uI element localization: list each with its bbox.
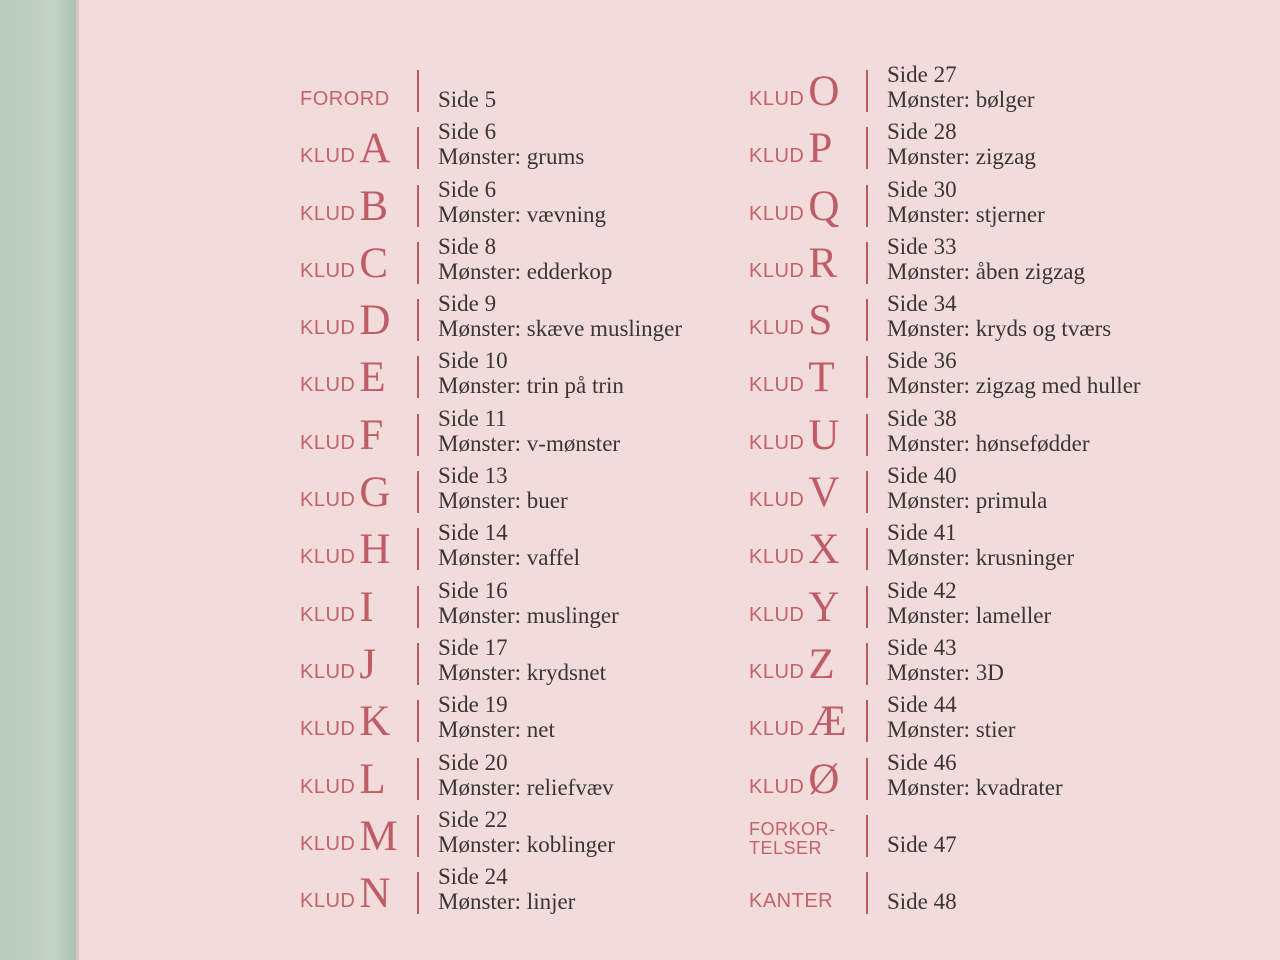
entry-label [300,635,416,692]
entry-letter: Z [808,640,835,688]
entry-page-number: Side 40 [887,463,957,489]
entry-page-number: Side 48 [887,889,957,915]
entry-info [887,520,1074,570]
entry-page-number: Side 47 [887,831,957,857]
entry-pattern: Mønster: krusninger [887,545,1075,571]
entry-page-number: Side 24 [438,864,508,890]
entry-pattern: Mønster: zigzag med huller [887,373,1141,399]
entry-page-number: Side 17 [438,634,508,660]
entry-prefix: FORKOR- TELSER [749,818,836,858]
entry-divider [866,528,868,570]
entry-pattern: Mønster: 3D [887,659,1004,685]
entry-page-number: Side 30 [887,176,957,202]
entry-letter: V [808,469,840,517]
entry-label [300,177,416,234]
entry-label [300,750,416,807]
entry-pattern: Mønster: muslinger [438,602,619,628]
entry-prefix: KLUD [749,145,805,168]
toc-entry [749,348,1209,405]
entry-label [749,348,865,405]
entry-prefix: KLUD [749,718,805,741]
entry-label [749,406,865,463]
entry-prefix: KLUD [300,317,356,340]
entry-divider [417,299,419,341]
entry-letter: Æ [808,698,847,746]
toc-entry [300,864,760,921]
entry-prefix: KLUD [749,88,805,110]
entry-info [438,750,614,800]
entry-page-number: Side 43 [887,634,957,660]
entry-pattern: Mønster: reliefvæv [438,774,614,800]
entry-letter: U [808,411,840,459]
entry-letter: T [808,354,835,402]
entry-page-number: Side 22 [438,806,508,832]
entry-info [438,406,620,456]
entry-prefix: FORORD [300,88,390,110]
entry-label [300,406,416,463]
entry-page-number: Side 8 [438,233,497,259]
toc-entry [300,62,760,119]
entry-divider [866,414,868,456]
entry-divider [417,127,419,169]
entry-label [300,119,416,176]
entry-page-number: Side 46 [887,749,957,775]
entry-letter: G [359,469,391,517]
entry-letter: A [359,125,391,173]
toc-entry [749,234,1209,291]
entry-info [887,807,957,857]
entry-pattern: Mønster: v-mønster [438,430,621,456]
entry-info [887,62,1035,112]
entry-label [749,520,865,577]
entry-info [438,62,496,112]
toc-entry [300,291,760,348]
entry-page-number: Side 14 [438,520,508,546]
entry-info [887,348,1141,398]
entry-pattern: Mønster: kryds og tværs [887,316,1112,342]
entry-prefix: KLUD [300,259,356,282]
toc-entry [749,463,1209,520]
toc-column-left [300,62,760,921]
entry-pattern: Mønster: bølger [887,87,1035,112]
entry-page-number: Side 13 [438,463,508,489]
entry-info [887,119,1036,169]
entry-divider [417,700,419,742]
entry-page-number: Side 6 [438,176,497,202]
entry-pattern: Mønster: linjer [438,889,576,915]
entry-prefix: KLUD [300,718,356,741]
entry-divider [417,528,419,570]
entry-divider [866,471,868,513]
toc-entry [300,463,760,520]
entry-label [749,291,865,348]
entry-label [300,348,416,405]
entry-prefix: KLUD [300,603,356,626]
entry-letter: E [359,354,386,402]
entry-info [438,520,580,570]
entry-pattern: Mønster: åben zigzag [887,258,1085,284]
toc-entry [300,750,760,807]
toc-entry [300,635,760,692]
toc-entry [749,864,1209,921]
entry-page-number: Side 28 [887,119,957,145]
toc-entry [749,578,1209,635]
entry-divider [866,242,868,284]
entry-letter: P [808,125,833,173]
page-edge-strip [0,0,78,960]
entry-prefix: KLUD [749,259,805,282]
entry-info [438,177,606,227]
entry-pattern: Mønster: stier [887,717,1016,743]
entry-letter: Y [808,583,840,631]
toc-entry [749,291,1209,348]
entry-info [438,463,568,513]
entry-label [300,864,416,921]
entry-divider [417,242,419,284]
entry-label [749,864,865,921]
entry-info [887,406,1090,456]
entry-page-number: Side 42 [887,577,957,603]
entry-pattern: Mønster: primula [887,488,1048,514]
entry-info [438,348,624,398]
entry-info [438,635,606,685]
entry-label [300,291,416,348]
entry-page-number: Side 38 [887,405,957,431]
entry-divider [866,643,868,685]
toc-entry [749,520,1209,577]
entry-letter: S [808,297,833,345]
entry-prefix: KANTER [749,890,834,913]
entry-pattern: Mønster: buer [438,488,568,514]
entry-prefix: KLUD [300,832,356,855]
toc-entry [749,635,1209,692]
entry-info [887,463,1047,513]
entry-pattern: Mønster: lameller [887,602,1052,628]
entry-prefix: KLUD [300,775,356,798]
entry-prefix: KLUD [749,202,805,225]
entry-prefix: KLUD [749,603,805,626]
toc-entry [749,406,1209,463]
entry-prefix: KLUD [749,374,805,397]
entry-prefix: KLUD [300,489,356,512]
entry-prefix: KLUD [749,431,805,454]
entry-page-number: Side 41 [887,520,957,546]
entry-prefix: KLUD [749,660,805,683]
entry-prefix: KLUD [300,202,356,225]
entry-prefix: KLUD [300,431,356,454]
entry-label [300,578,416,635]
toc-entry [749,750,1209,807]
entry-label [749,807,865,864]
entry-info [438,864,575,914]
entry-page-number: Side 10 [438,348,508,374]
entry-page-number: Side 27 [887,62,957,87]
entry-page-number: Side 5 [438,87,497,112]
entry-letter: M [359,812,398,860]
entry-info [887,692,1015,742]
entry-pattern: Mønster: krydsnet [438,659,607,685]
entry-prefix: KLUD [300,890,356,913]
entry-label [749,62,865,119]
entry-prefix: KLUD [300,374,356,397]
entry-letter: D [359,297,391,345]
entry-page-number: Side 34 [887,291,957,317]
entry-pattern: Mønster: skæve muslinger [438,316,683,342]
entry-divider [866,299,868,341]
entry-pattern: Mønster: kvadrater [887,774,1063,800]
entry-divider [417,414,419,456]
toc-entry [749,807,1209,864]
toc-entry [300,348,760,405]
entry-info [438,692,555,742]
entry-pattern: Mønster: trin på trin [438,373,624,399]
entry-label [300,463,416,520]
entry-pattern: Mønster: hønsefødder [887,430,1090,456]
entry-info [887,750,1063,800]
toc-entry [300,234,760,291]
entry-divider [866,872,868,914]
entry-info [887,578,1051,628]
entry-info [438,807,615,857]
entry-divider [866,758,868,800]
entry-divider [417,872,419,914]
entry-info [887,635,1004,685]
entry-label [300,234,416,291]
toc-entry [749,177,1209,234]
entry-label [300,807,416,864]
entry-letter: L [359,755,386,803]
entry-pattern: Mønster: stjerner [887,201,1045,227]
entry-divider [866,127,868,169]
toc-entry [300,807,760,864]
entry-letter: O [808,68,840,115]
toc-entry [300,578,760,635]
entry-letter: J [359,640,377,688]
entry-label [749,635,865,692]
entry-prefix: KLUD [749,317,805,340]
toc-entry [749,62,1209,119]
entry-letter: X [808,526,840,574]
entry-prefix: KLUD [300,546,356,569]
entry-page-number: Side 19 [438,692,508,718]
entry-pattern: Mønster: vævning [438,201,607,227]
entry-divider [417,815,419,857]
toc-entry [300,406,760,463]
toc-entry [300,119,760,176]
entry-pattern: Mønster: koblinger [438,831,615,857]
entry-page-number: Side 6 [438,119,497,145]
entry-info [887,177,1045,227]
entry-letter: I [359,583,374,631]
entry-prefix: KLUD [300,660,356,683]
entry-divider [866,586,868,628]
entry-letter: H [359,526,391,574]
entry-divider [417,185,419,227]
entry-label [749,177,865,234]
entry-pattern: Mønster: vaffel [438,545,581,571]
entry-prefix: KLUD [300,145,356,168]
entry-label [300,520,416,577]
entry-page-number: Side 11 [438,405,507,431]
entry-label [300,692,416,749]
entry-divider [866,815,868,857]
entry-divider [866,700,868,742]
entry-info [438,578,619,628]
entry-prefix: KLUD [749,546,805,569]
toc-entry [300,692,760,749]
entry-label [749,750,865,807]
entry-info [438,291,682,341]
entry-letter: B [359,182,389,230]
entry-divider [417,758,419,800]
entry-divider [417,471,419,513]
entry-divider [417,643,419,685]
entry-divider [417,70,419,112]
entry-info [887,864,957,914]
entry-letter: N [359,870,391,918]
entry-prefix: KLUD [749,489,805,512]
entry-page-number: Side 16 [438,577,508,603]
entry-divider [417,356,419,398]
entry-prefix: KLUD [749,775,805,798]
entry-page-number: Side 44 [887,692,957,718]
toc-entry [300,177,760,234]
entry-label [749,463,865,520]
toc [79,0,1280,960]
entry-info [438,119,584,169]
entry-letter: R [808,239,838,287]
entry-letter: Ø [808,755,840,803]
entry-label [300,62,416,119]
entry-divider [866,356,868,398]
entry-label [749,119,865,176]
entry-pattern: Mønster: net [438,717,555,743]
toc-entry [749,119,1209,176]
entry-label [749,234,865,291]
entry-info [438,234,612,284]
table-of-contents-page [79,0,1280,960]
entry-page-number: Side 9 [438,291,497,317]
entry-label [749,692,865,749]
entry-letter: K [359,698,391,746]
entry-letter: Q [808,182,840,230]
entry-info [887,291,1111,341]
entry-page-number: Side 36 [887,348,957,374]
toc-entry [749,692,1209,749]
entry-pattern: Mønster: zigzag [887,144,1036,170]
entry-letter: F [359,411,384,459]
entry-pattern: Mønster: grums [438,144,585,170]
toc-column-right [749,62,1209,921]
entry-letter: C [359,239,389,287]
entry-info [887,234,1085,284]
toc-entry [300,520,760,577]
entry-page-number: Side 20 [438,749,508,775]
entry-divider [866,70,868,112]
entry-divider [417,586,419,628]
entry-page-number: Side 33 [887,233,957,259]
entry-pattern: Mønster: edderkop [438,258,613,284]
entry-divider [866,185,868,227]
entry-label [749,578,865,635]
